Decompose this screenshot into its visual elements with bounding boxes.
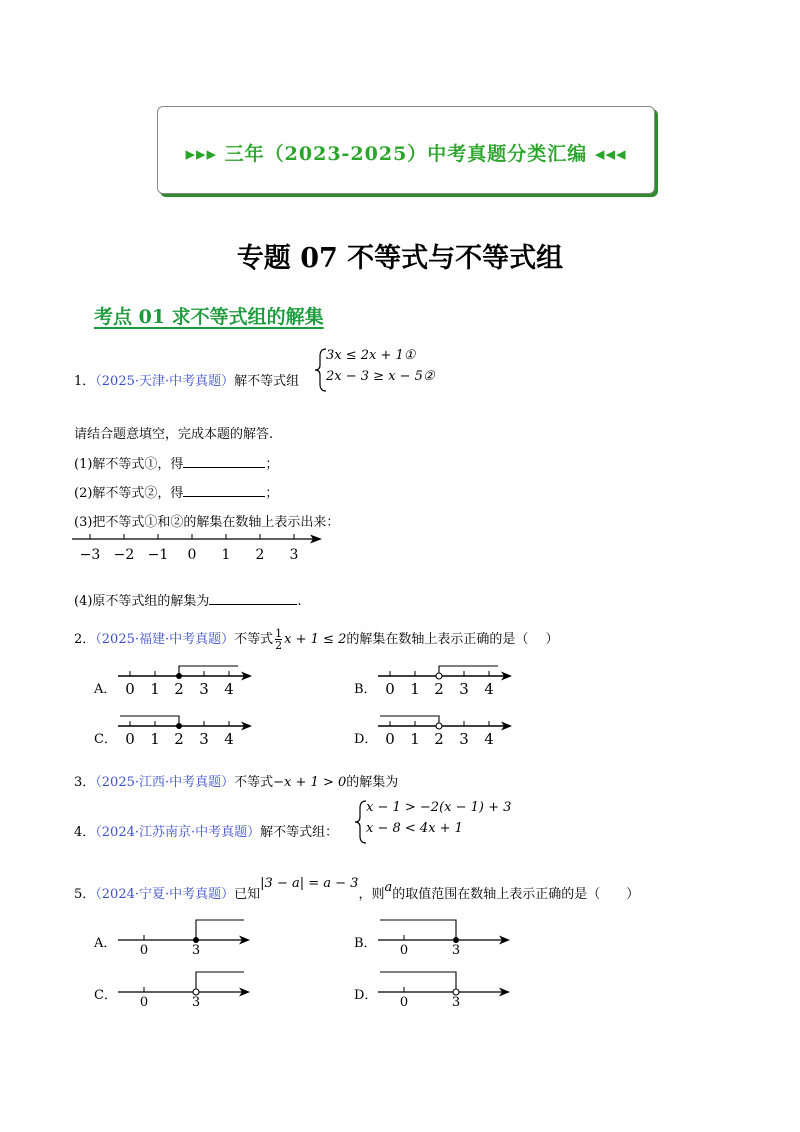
q2-source: （2025·福建·中考真题） (95, 632, 235, 647)
tick-label: 3 (459, 680, 469, 698)
q2-option-c[interactable]: C． (94, 732, 117, 747)
q2-expression: x + 1 ≤ 2 (284, 632, 347, 647)
tick-label: 0 (125, 680, 135, 698)
filled-dot-icon (176, 723, 182, 729)
open-dot-icon (436, 673, 442, 679)
q5-option-b[interactable]: B． (354, 936, 377, 951)
tick-label: 0 (399, 943, 409, 956)
q5-source: （2024·宁夏·中考真题） (95, 887, 235, 902)
tick-label: 1 (410, 730, 420, 748)
q3-source: （2025·江西·中考真题） (95, 775, 235, 790)
tick-label: 3 (199, 680, 209, 698)
q5-option-a[interactable]: A． (94, 936, 117, 951)
q4-text: 解不等式组： (260, 825, 339, 840)
q4-stem (74, 821, 338, 840)
q1-part2-blank[interactable] (183, 484, 265, 497)
solution-ray (196, 920, 244, 940)
tick-label: 3 (289, 547, 299, 563)
tick-label: 4 (484, 730, 494, 748)
q5-number-line (378, 966, 518, 1008)
filled-dot-icon (193, 937, 199, 943)
tick-label: 0 (385, 680, 395, 698)
tick-label: 2 (255, 547, 265, 563)
q1-source: （2025·天津·中考真题） (95, 374, 235, 389)
tick-label: 1 (150, 680, 160, 698)
tick-label: 3 (191, 995, 201, 1008)
tick-label: 1 (150, 730, 160, 748)
q2-number-line (118, 712, 258, 748)
q1-part4-blank[interactable] (209, 592, 297, 605)
q2-option-a[interactable]: A． (94, 682, 117, 697)
q4-equation-2: x − 8 < 4x + 1 (366, 821, 463, 836)
q5-variable: a (384, 880, 393, 895)
solution-ray (380, 972, 456, 992)
tick-label: 1 (221, 547, 231, 563)
q5-number-line (378, 914, 518, 956)
q1-part4 (74, 590, 302, 609)
q5-option-c[interactable]: C． (94, 988, 117, 1003)
tick-label: 3 (199, 730, 209, 748)
q5-text-post: 的取值范围在数轴上表示正确的是（ ） (392, 887, 640, 902)
tick-label: 3 (451, 995, 461, 1008)
tick-label: 3 (459, 730, 469, 748)
q5-stem (74, 876, 640, 902)
q2-option-b[interactable]: B． (354, 682, 377, 697)
q3-text-pre: 不等式 (234, 775, 274, 790)
tick-label: −2 (113, 547, 135, 563)
tick-label: 2 (174, 730, 184, 748)
open-dot-icon (453, 989, 459, 995)
q1-part4-text: (4)原不等式组的解集为 (74, 594, 210, 609)
q1-number: 1． (74, 374, 96, 389)
q1-part2-end: ； (265, 486, 279, 501)
tick-label: 0 (139, 943, 149, 956)
solution-ray (120, 716, 179, 726)
q1-number-line (70, 528, 330, 564)
q3-expression: −x + 1 > 0 (273, 775, 347, 790)
q5-number: 5． (74, 887, 96, 902)
q1-part1-blank[interactable] (183, 455, 265, 468)
open-dot-icon (436, 723, 442, 729)
q2-option-d[interactable]: D． (354, 732, 378, 747)
q1-equation-1: 3x ≤ 2x + 1① (326, 348, 416, 363)
q1-part2 (74, 482, 278, 501)
q5-expression: |3 − a| = a − 3 (260, 876, 359, 891)
tick-label: 3 (191, 943, 201, 956)
q3-text-post: 的解集为 (346, 775, 399, 790)
q1-part1-text: (1)解不等式①，得 (74, 457, 184, 472)
q1-text: 解不等式组 (234, 374, 300, 389)
q5-number-line (118, 914, 258, 956)
q5-option-d[interactable]: D． (354, 988, 378, 1003)
filled-dot-icon (453, 937, 459, 943)
tick-label: 1 (410, 680, 420, 698)
solution-ray (380, 716, 439, 726)
q2-number-line (378, 712, 518, 748)
tick-label: 2 (174, 680, 184, 698)
tick-label: 4 (484, 680, 494, 698)
tick-label: 0 (187, 547, 197, 563)
solution-ray (380, 920, 456, 940)
q2-number-line (118, 662, 258, 698)
q5-text-mid: ，则 (358, 887, 385, 902)
q3-number: 3． (74, 775, 96, 790)
q1-part1 (74, 453, 278, 472)
tick-label: 4 (224, 730, 234, 748)
q1-part1-end: ； (265, 457, 279, 472)
page-title: 专题 07 不等式与不等式组 (236, 243, 564, 274)
banner-text: ▸▸▸ 三年（2023-2025）中考真题分类汇编 ◂◂◂ (185, 143, 627, 165)
q2-fraction-num: 1 (275, 627, 283, 640)
tick-label: −3 (79, 547, 101, 563)
solution-ray (196, 972, 244, 992)
q1-part2-text: (2)解不等式②，得 (74, 486, 184, 501)
tick-label: 4 (224, 680, 234, 698)
q1-equation-2: 2x − 3 ≥ x − 5② (326, 369, 435, 384)
section-heading: 考点 01 求不等式组的解集 (94, 306, 324, 328)
tick-label: 0 (399, 995, 409, 1008)
q4-number: 4． (74, 825, 96, 840)
q1-part3: (3)把不等式①和②的解集在数轴上表示出来： (74, 515, 340, 530)
tick-label: 2 (434, 680, 444, 698)
header-banner (157, 106, 655, 194)
q2-text-post: 的解集在数轴上表示正确的是（ ） (346, 632, 559, 647)
tick-label: 0 (139, 995, 149, 1008)
q5-number-line (118, 966, 258, 1008)
q1-instruction: 请结合题意填空，完成本题的解答. (74, 427, 274, 442)
q2-fraction-den: 2 (275, 639, 283, 652)
q2-text-pre: 不等式 (234, 632, 274, 647)
q2-number: 2． (74, 632, 96, 647)
q2-stem (74, 628, 559, 651)
tick-label: 2 (434, 730, 444, 748)
tick-label: −1 (147, 547, 169, 563)
q2-number-line (378, 662, 518, 698)
tick-label: 0 (385, 730, 395, 748)
q4-source: （2024·江苏南京·中考真题） (95, 825, 261, 840)
tick-label: 3 (451, 943, 461, 956)
tick-label: 0 (125, 730, 135, 748)
q2-fraction (275, 628, 282, 651)
q5-text-pre: 已知 (234, 887, 261, 902)
q1-stem (74, 370, 299, 389)
open-dot-icon (193, 989, 199, 995)
q1-part4-end: . (297, 594, 302, 609)
filled-dot-icon (176, 673, 182, 679)
q3-stem (74, 771, 398, 790)
q4-equation-1: x − 1 > −2(x − 1) + 3 (366, 800, 512, 815)
